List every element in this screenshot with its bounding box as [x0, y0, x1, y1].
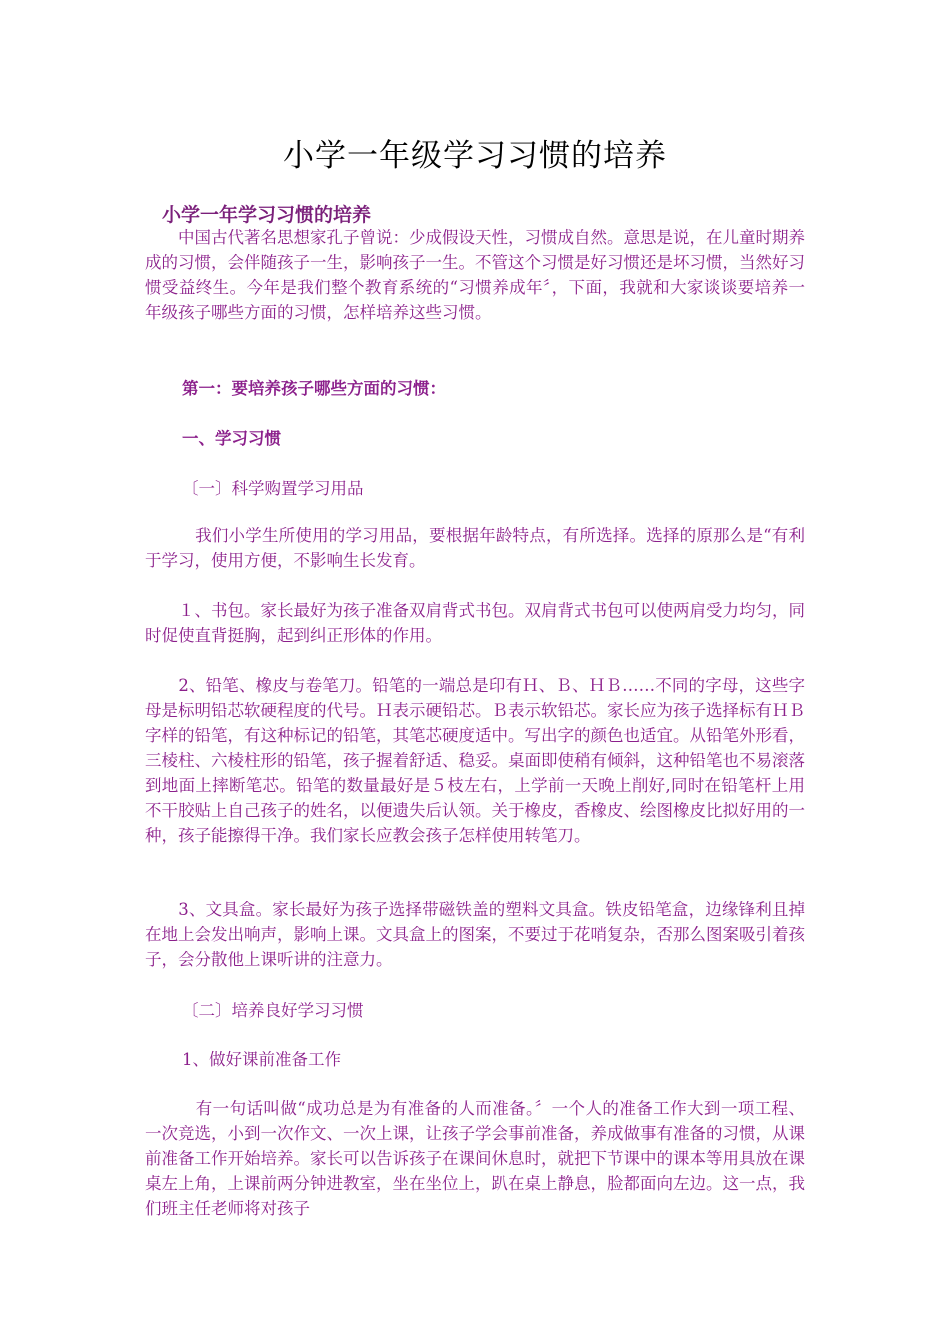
paragraph-pencil-box: 3、文具盒。家长最好为孩子选择带磁铁盖的塑料文具盒。铁皮铅笔盒，边缘锋利且掉在地上会发出响声，影响上课。文具盒上的图案，不要过于花哨复杂，否那么图案吸引着孩子，会分散他上课听讲的注意力。 [145, 900, 805, 969]
paragraph-supplies: 我们小学生所使用的学习用品，要根据年龄特点，有所选择。选择的原那么是“有利于学习，使用方便，不影响生长发育。 [145, 526, 805, 570]
section-heading-first: 第一：要培养孩子哪些方面的习惯： [182, 379, 446, 398]
paragraph-pencil: 2、铅笔、橡皮与卷笔刀。铅笔的一端总是印有Ｈ、Ｂ、ＨＢ……不同的字母，这些字母是标明铅芯软硬程度的代号。Ｈ表示硬铅芯。Ｂ表示软铅芯。家长应为孩子选择标有ＨＢ字样的铅笔，有这种标记的铅笔，其笔芯硬度适中。写出字的颜色也适宜。从铅笔外形看，三棱柱、六棱柱形的铅笔，孩子握着舒适、稳妥。桌面即使稍有倾斜，这种铅笔也不易滚落到地面上摔断笔芯。铅笔的数量最好是５枝左右，上学前一天晚上削好,同时在铅笔杆上用不干胶贴上自己孩子的姓名，以便遗失后认领。关于橡皮，香橡皮、绘图橡皮比拟好用的一种，孩子能擦得干净。我们家长应教会孩子怎样使用转笔刀。 [145, 676, 805, 845]
section-heading-study-habits: 一、学习习惯 [182, 429, 281, 448]
paragraph-schoolbag: １、书包。家长最好为孩子准备双肩背式书包。双肩背式书包可以使两肩受力均匀，同时促使直背挺胸，起到纠正形体的作用。 [145, 601, 805, 645]
paragraph-prepare: 有一句话叫做“成功总是为有准备的人而准备。〞一个人的准备工作大到一项工程、一次竞选，小到一次作文、一次上课，让孩子学会事前准备，养成做事有准备的习惯，从课前准备工作开始培养。家长可以告诉孩子在课间休息时，就把下节课中的课本等用具放在课桌左上角，上课前两分钟进教室，坐在坐位上，趴在桌上静息，脸都面向左边。这一点，我们班主任老师将对孩子 [145, 1099, 805, 1218]
intro-paragraph: 中国古代著名思想家孔子曾说：少成假设天性，习惯成自然。意思是说，在儿童时期养成的习惯，会伴随孩子一生，影响孩子一生。不管这个习惯是好习惯还是坏习惯，当然好习惯受益终生。今年是我们整个教育系统的“习惯养成年〞，下面，我就和大家谈谈要培养一年级孩子哪些方面的习惯，怎样培养这些习惯。 [145, 228, 805, 322]
subsection-heading-good-habits: 〔二〕培养良好学习习惯 [182, 1001, 364, 1020]
subsection-heading-prepare: 1、做好课前准备工作 [182, 1050, 341, 1069]
document-title: 小学一年级学习习惯的培养 [283, 138, 667, 174]
document-subtitle: 小学一年学习习惯的培养 [162, 204, 372, 226]
subsection-heading-supplies: 〔一〕科学购置学习用品 [182, 479, 364, 498]
